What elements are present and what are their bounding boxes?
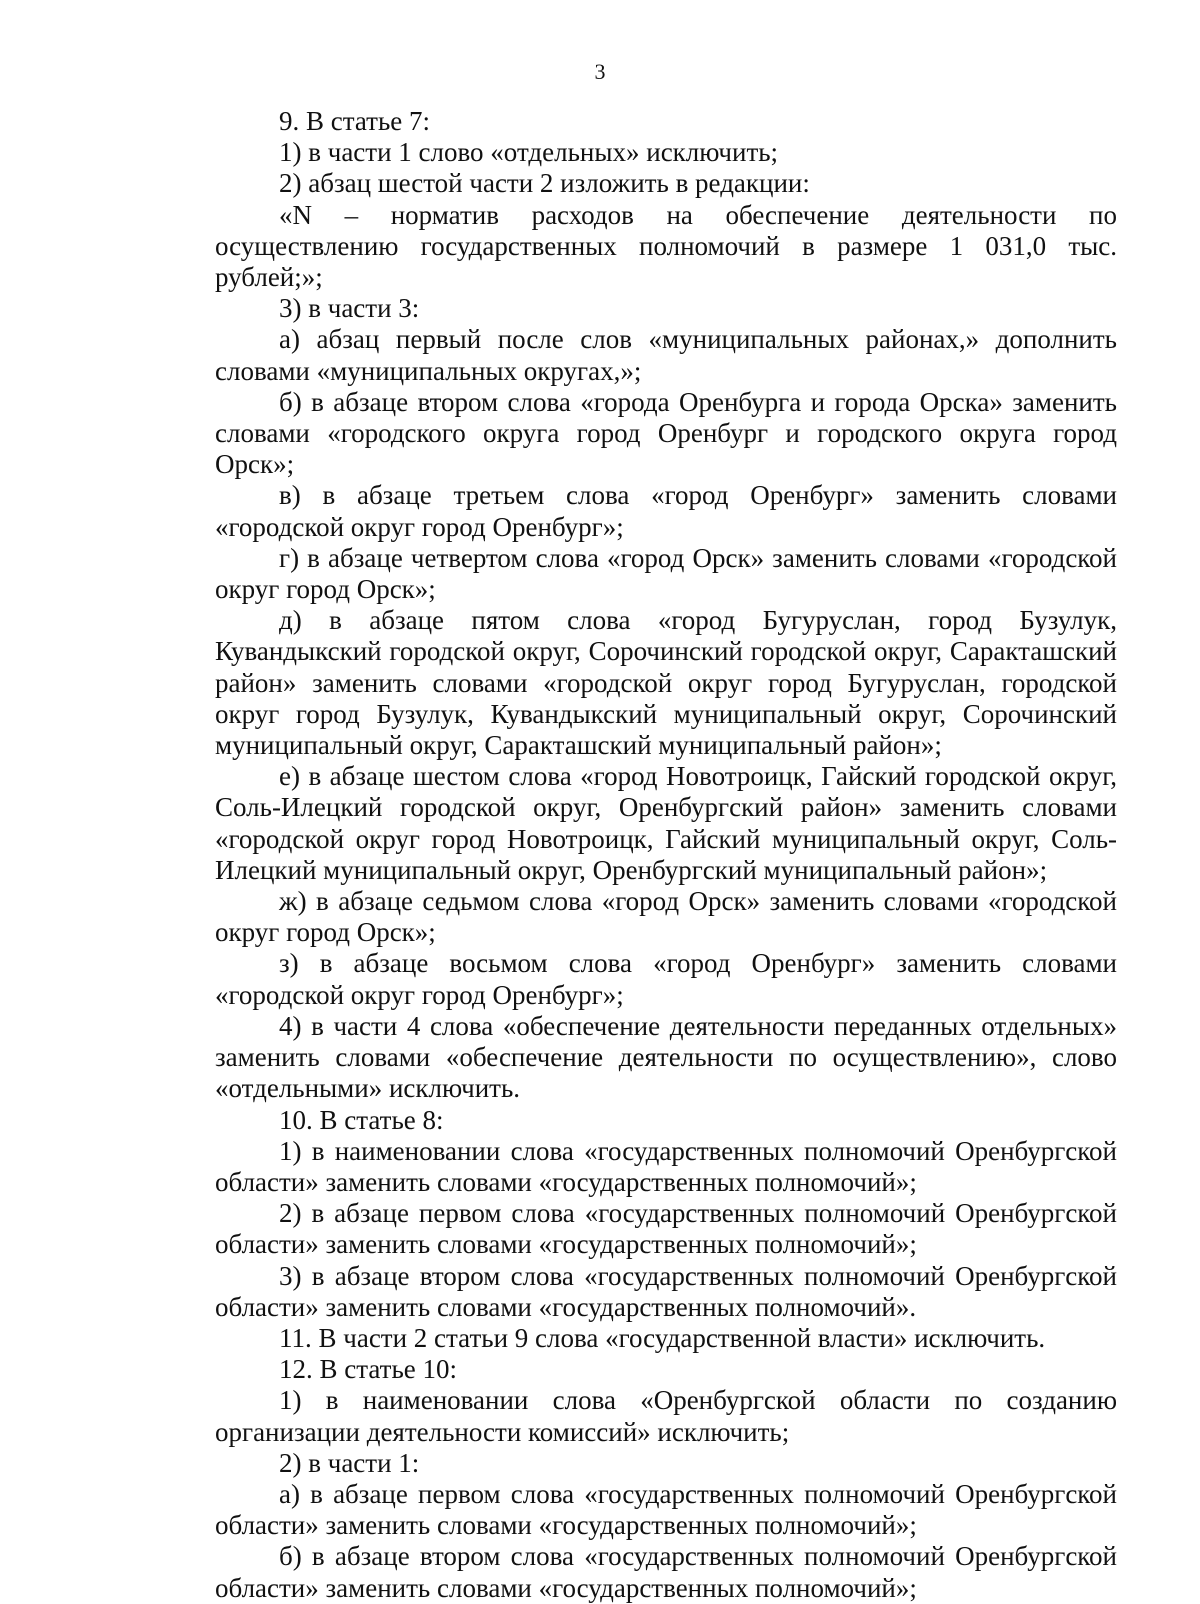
paragraph: б) в абзаце втором слова «государственных полномочий Оренбургской области» заменить словами «государственных полномочий»; <box>215 1541 1117 1603</box>
paragraph: 4) в части 4 слова «обеспечение деятельности переданных отдельных» заменить словами «обеспечение деятельности по осуществлению», слово «отдельными» исключить. <box>215 1010 1117 1104</box>
document-body <box>215 106 1117 1604</box>
paragraph: 3) в части 3: <box>279 293 420 324</box>
paragraph: 12. В статье 10: <box>279 1354 458 1385</box>
paragraph: а) в абзаце первом слова «государственных полномочий Оренбургской области» заменить словами «государственных полномочий»; <box>215 1478 1117 1541</box>
paragraph: 2) в абзаце первом слова «государственных полномочий Оренбургской области» заменить словами «государственных полномочий»; <box>215 1198 1117 1260</box>
paragraph: г) в абзаце четвертом слова «город Орск» заменить словами «городской округ город Орск»; <box>215 542 1117 605</box>
paragraph: д) в абзаце пятом слова «город Бугуруслан, город Бузулук, Кувандыкский городской округ, Сорочинский городской округ, Саракташский район» заменить словами «городской округ город Бугуруслан, городской округ город Бузулук, Кувандыкский муниципальный округ, Сорочинский муниципальный округ, Саракташский муниципальный район»; <box>215 605 1117 761</box>
paragraph: «N – норматив расходов на обеспечение деятельности по осуществлению государственных полномочий в размере 1 031,0 тыс. рублей;»; <box>215 199 1117 293</box>
paragraph: в) в абзаце третьем слова «город Оренбург» заменить словами «городской округ город Оренбург»; <box>215 480 1117 542</box>
paragraph: 9. В статье 7: <box>279 106 431 136</box>
paragraph: ж) в абзаце седьмом слова «город Орск» заменить словами «городской округ город Орск»; <box>215 886 1117 948</box>
page-number: 3 <box>594 59 606 84</box>
paragraph: 11. В части 2 статьи 9 слова «государственной власти» исключить. <box>279 1322 1046 1353</box>
paragraph: б) в абзаце втором слова «города Оренбурга и города Орска» заменить словами «городского округа город Оренбург и городского округа город Орск»; <box>215 386 1117 480</box>
paragraph: 2) абзац шестой части 2 изложить в редакции: <box>279 168 810 199</box>
paragraph: 2) в части 1: <box>279 1447 420 1478</box>
paragraph: 1) в наименовании слова «Оренбургской области по созданию организации деятельности комиссий» исключить; <box>215 1385 1117 1447</box>
paragraph: 1) в наименовании слова «государственных полномочий Оренбургской области» заменить словами «государственных полномочий»; <box>215 1135 1117 1197</box>
paragraph: 3) в абзаце втором слова «государственных полномочий Оренбургской области» заменить словами «государственных полномочий». <box>215 1260 1117 1322</box>
paragraph: е) в абзаце шестом слова «город Новотроицк, Гайский городской округ, Соль-Илецкий городской округ, Оренбургский район» заменить словами «городской округ город Новотроицк, Гайский муниципальный округ, Соль-Илецкий муниципальный округ, Оренбургский муниципальный район»; <box>215 761 1117 885</box>
paragraph: 10. В статье 8: <box>279 1104 444 1135</box>
paragraph: 1) в части 1 слово «отдельных» исключить; <box>279 137 779 168</box>
paragraph: з) в абзаце восьмом слова «город Оренбург» заменить словами «городской округ город Оренбург»; <box>215 948 1117 1010</box>
paragraph: а) абзац первый после слов «муниципальных районах,» дополнить словами «муниципальных округах,»; <box>215 324 1117 386</box>
